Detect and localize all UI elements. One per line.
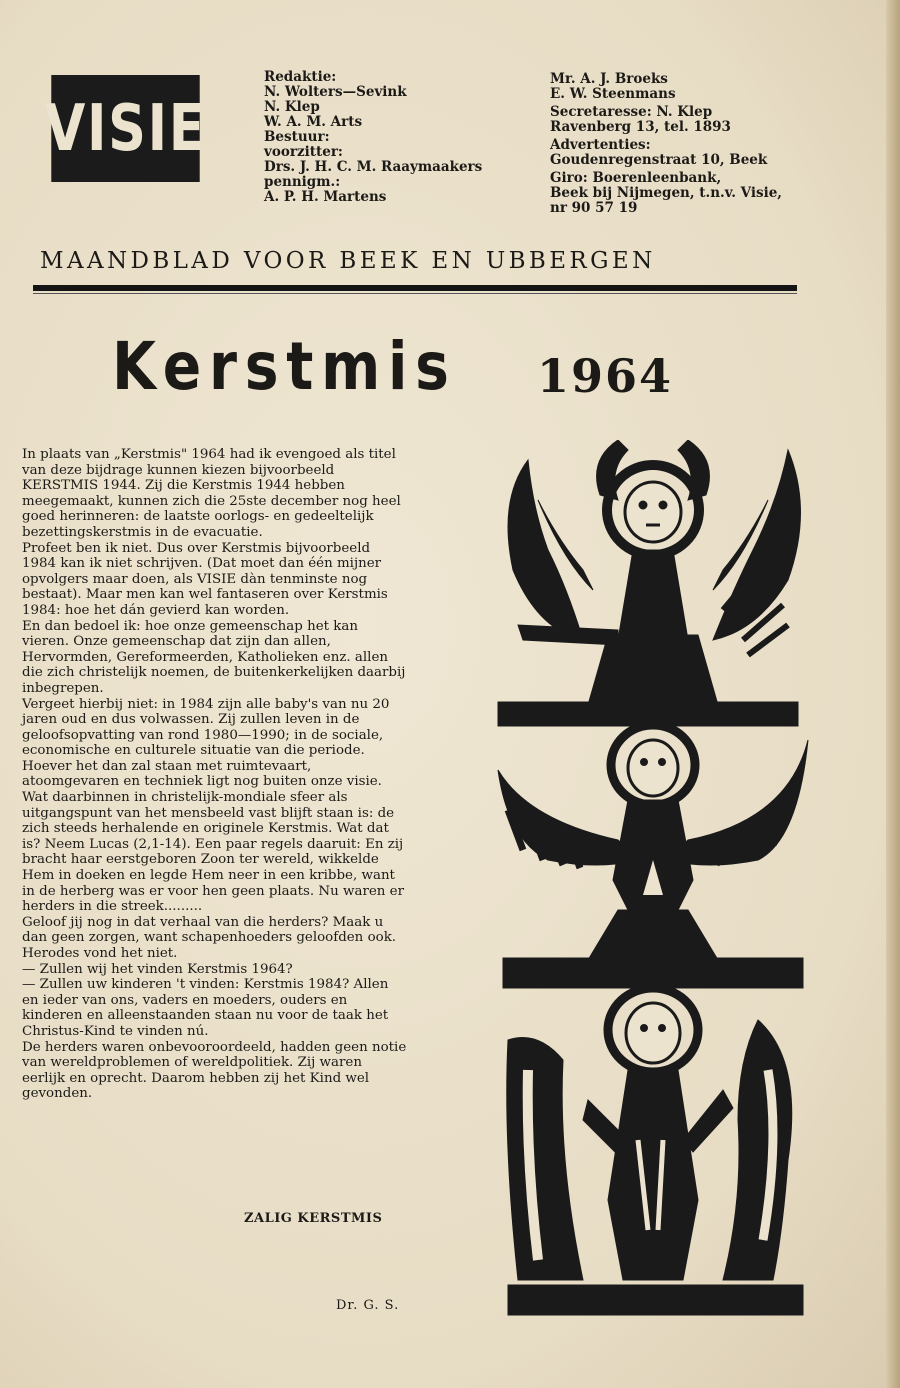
masthead-line: N. Klep	[264, 99, 320, 115]
paragraph: In plaats van „Kerstmis" 1964 had ik evengoed als titel van deze bijdrage kunnen kiezen bijvoorbeeld KERSTMIS 1944. Zij die Kerstmis 1944 hebben meegemaakt, kunnen zich die 25ste december nog heel goed herinneren: de laatste oorlogs- en gedeeltelijk bezettingskerstmis in de evacuatie.	[22, 447, 401, 540]
masthead-line: Bestuur:	[264, 129, 330, 145]
woodcut-base	[508, 1285, 803, 1315]
closing-greeting: ZALIG KERSTMIS	[244, 1211, 383, 1226]
masthead-line: E. W. Steenmans	[550, 86, 676, 102]
article-body	[22, 447, 407, 1102]
masthead-line: Giro: Boerenleenbank,	[550, 170, 722, 186]
angel-top	[508, 440, 801, 705]
masthead-line: Redaktie:	[264, 69, 337, 85]
paragraph: Geloof jij nog in dat verhaal van die herders? Maak u dan geen zorgen, want schapenhoeders geloofden ook. Herodes vond het niet.	[22, 914, 397, 961]
angel-bottom	[507, 988, 792, 1280]
masthead-editors	[264, 70, 482, 205]
paragraph: Profeet ben ik niet. Dus over Kerstmis bijvoorbeeld 1984 kan ik niet schrijven. (Dat moet dan één mijner opvolgers maar doen, als VISIE dàn tenminste nog bestaat). Maar men kan wel fantaseren over Kerstmis 1984: hoe het dán gevierd kan worden.	[22, 540, 388, 618]
masthead-line: A. P. H. Martens	[264, 189, 387, 205]
masthead-line: Secretaresse: N. Klep	[550, 104, 713, 120]
author-signature: Dr. G. S.	[336, 1298, 400, 1313]
visie-logo: VISIE	[51, 75, 199, 182]
paragraph: Vergeet hierbij niet: in 1984 zijn alle baby's van nu 20 jaren oud en dus volwassen. Zij zullen leven in de geloofsopvatting van rond 1980—1990; in de sociale, economische en culturele situatie van die periode. Hoever het dan zal staan met ruimtevaart, atoomgevaren en techniek ligt nog buiten onze visie. Wat daarbinnen in christelijk-mondiale sfeer als uitgangspunt van het mensbeeld vast blijft staan is: de zich steeds herhalende en originele Kerstmis. Wat dat is? Neem Lucas (2,1-14). Een paar regels daaruit: En zij bracht haar eerstgeboren Zoon ter wereld, wikkelde Hem in doeken en legde Hem neer in een kribbe, want in de herberg was er voor hen geen plaats. Nu waren er herders in die streek.........	[22, 696, 404, 915]
page-edge	[886, 0, 900, 1388]
divider-rule-thin	[33, 293, 797, 294]
angels-woodcut-illustration	[488, 440, 813, 1325]
paragraph: En dan bedoel ik: hoe onze gemeenschap het kan vieren. Onze gemeenschap dat zijn dan allen, Hervormden, Gereformeerden, Katholieken enz. allen die zich christelijk noemen, de buitenkerkelijken daarbij inbegrepen.	[22, 618, 406, 696]
article-year: 1964	[537, 349, 674, 403]
masthead-line: W. A. M. Arts	[264, 114, 363, 130]
paragraph: De herders waren onbevooroordeeld, hadden geen notie van wereldproblemen of wereldpolitiek. Zij waren eerlijk en oprecht. Daarom hebben zij het Kind wel gevonden.	[22, 1039, 407, 1102]
tagline: MAANDBLAD VOOR BEEK EN UBBERGEN	[40, 248, 656, 274]
masthead-contacts	[550, 72, 782, 216]
masthead-line: Drs. J. H. C. M. Raaymaakers	[264, 159, 483, 175]
masthead-line: Mr. A. J. Broeks	[550, 71, 668, 87]
masthead-line: Beek bij Nijmegen, t.n.v. Visie,	[550, 185, 782, 201]
masthead-line: N. Wolters—Sevink	[264, 84, 407, 100]
article-title: Kerstmis	[112, 328, 457, 405]
masthead-line: Goudenregenstraat 10, Beek	[550, 152, 768, 168]
paragraph: — Zullen wij het vinden Kerstmis 1964?	[22, 961, 293, 977]
paragraph: — Zullen uw kinderen 't vinden: Kerstmis 1984? Allen en ieder van ons, vaders en moeders, ouders en kinderen en alleenstaanden staan nu voor de taak het Christus-Kind te vinden nú.	[22, 977, 389, 1039]
masthead-line: voorzitter:	[264, 144, 343, 160]
masthead-line: pennigm.:	[264, 174, 341, 190]
masthead-line: Advertenties:	[550, 137, 651, 153]
masthead-line: nr 90 57 19	[550, 200, 638, 216]
angel-middle	[498, 725, 808, 960]
masthead-line: Ravenberg 13, tel. 1893	[550, 119, 731, 135]
divider-rule	[33, 285, 797, 291]
